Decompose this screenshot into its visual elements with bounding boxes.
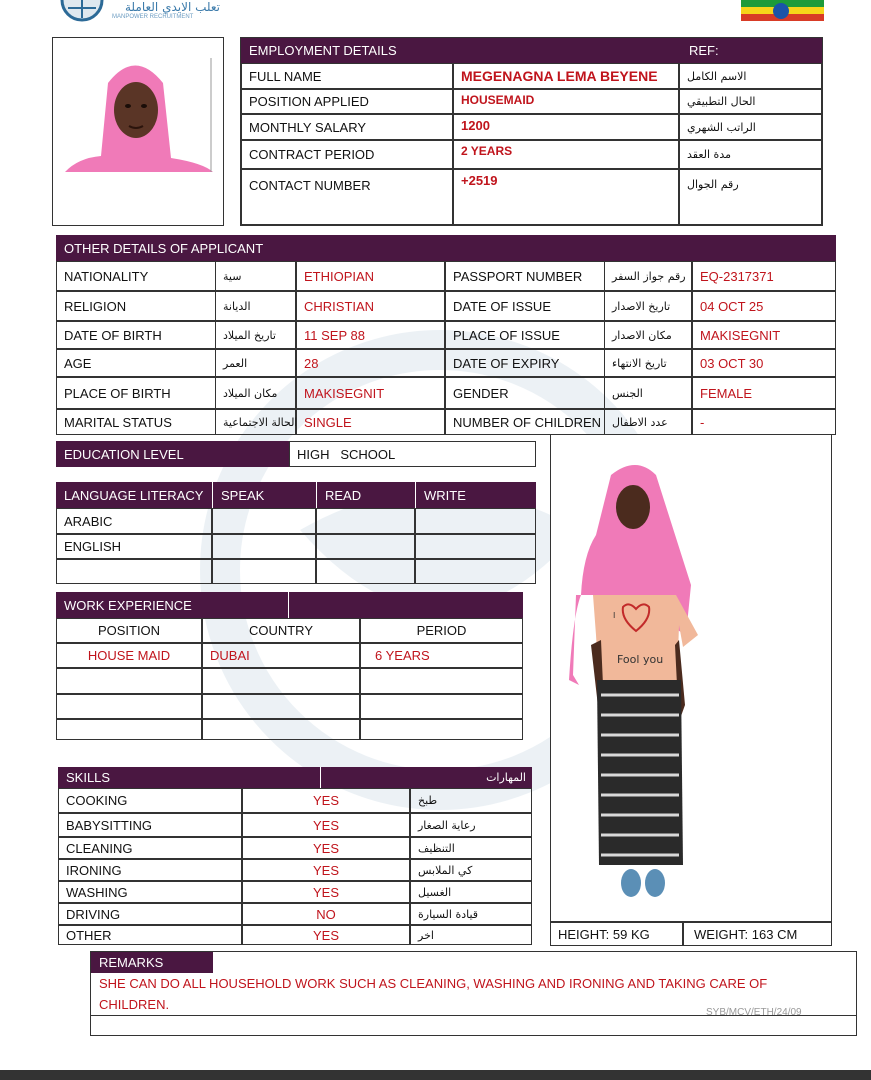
work-experience-table [56,592,523,747]
read-cell [316,508,415,534]
education-value: HIGH SCHOOL [289,441,536,467]
other-value: SINGLE [296,409,445,435]
other-label: DATE OF BIRTH [56,321,216,349]
logo-english-text: MANPOWER RECRUITMENT [112,14,194,20]
shirt-text-1: I [613,611,616,620]
skill-label-ar: طبخ [410,788,532,813]
other-right-label: PLACE OF ISSUE [445,321,605,349]
employment-details-table [240,37,823,226]
skills-table [58,767,532,945]
position-applied-value: HOUSEMAID [453,89,679,114]
full-body-photo-frame [550,434,832,922]
other-right-value: 03 OCT 30 [692,349,836,377]
speak-col-header: SPEAK [212,482,316,508]
position-applied-label: POSITION APPLIED [241,89,453,114]
other-label: MARITAL STATUS [56,409,216,435]
skill-label-ar: رعاية الصغار [410,813,532,837]
full-name-value: MEGENAGNA LEMA BEYENE [453,63,679,89]
skill-label-ar: التنظيف [410,837,532,859]
speak-cell [212,508,316,534]
other-label: NATIONALITY [56,261,216,291]
work-empty-cell [360,694,523,719]
full-name-label-ar: الاسم الكامل [679,63,822,89]
globe-icon [58,0,106,26]
work-experience-header-right [288,592,523,618]
full-name-label: FULL NAME [241,63,453,89]
other-details-table [56,235,836,435]
other-value: CHRISTIAN [296,291,445,321]
education-row [56,441,536,467]
skill-value: YES [242,788,410,813]
other-right-label-ar: تاريخ الاصدار [605,291,692,321]
remarks-line-2: CHILDREN. [99,997,170,1012]
skill-label-ar: كي الملابس [410,859,532,881]
other-label-ar: العمر [216,349,296,377]
work-empty-cell [56,719,202,740]
portrait-photo [53,38,223,225]
contact-number-value: +2519 [453,169,679,225]
skills-header-ar: المهارات [320,767,532,788]
skill-value: YES [242,837,410,859]
other-label: AGE [56,349,216,377]
logo-arabic-text: تعلب الايدي العاملة [125,0,220,14]
other-right-label-ar: الجنس [605,377,692,409]
other-right-label: DATE OF EXPIRY [445,349,605,377]
position-col-header: POSITION [56,618,202,643]
remarks-header: REMARKS [91,952,213,973]
speak-cell [212,559,316,584]
read-col-header: READ [316,482,415,508]
work-empty-cell [56,668,202,694]
write-cell [415,534,536,559]
other-right-value: FEMALE [692,377,836,409]
other-details-header-right [445,235,836,261]
skill-label-ar: الغسيل [410,881,532,903]
other-value: 11 SEP 88 [296,321,445,349]
contract-period-label-ar: مدة العقد [679,140,822,169]
position-applied-label-ar: الحال التطبيقي [679,89,822,114]
work-empty-cell [360,719,523,740]
other-value: ETHIOPIAN [296,261,445,291]
work-country-value: DUBAI [202,643,360,668]
ethiopia-flag [741,0,824,21]
speak-cell [212,534,316,559]
skill-value: YES [242,859,410,881]
other-value: MAKISEGNIT [296,377,445,409]
monthly-salary-label-ar: الراتب الشهري [679,114,822,140]
other-label: RELIGION [56,291,216,321]
work-empty-cell [202,668,360,694]
shirt-text-2: Fool you [617,653,664,666]
other-value: 28 [296,349,445,377]
contract-period-label: CONTRACT PERIOD [241,140,453,169]
other-right-value: - [692,409,836,435]
skill-label: OTHER [58,925,242,945]
other-label-ar: مكان الميلاد [216,377,296,409]
other-right-label: GENDER [445,377,605,409]
employment-header: EMPLOYMENT DETAILS [241,38,681,63]
other-right-label-ar: مكان الاصدار [605,321,692,349]
full-body-photo [551,435,831,921]
read-cell [316,534,415,559]
other-right-label-ar: عدد الاطفال [605,409,692,435]
other-label-ar: تاريخ الميلاد [216,321,296,349]
other-details-header: OTHER DETAILS OF APPLICANT [56,235,445,261]
other-right-label: NUMBER OF CHILDREN [445,409,605,435]
skill-value: YES [242,881,410,903]
other-right-label: DATE OF ISSUE [445,291,605,321]
skill-label: CLEANING [58,837,242,859]
reference-code: SYB/MCV/ETH/24/09 [706,1007,802,1018]
skill-label: IRONING [58,859,242,881]
portrait-photo-frame [52,37,224,226]
language-row-label [56,559,212,584]
skill-label: DRIVING [58,903,242,925]
remarks-line-1: SHE CAN DO ALL HOUSEHOLD WORK SUCH AS CLEANING, WASHING AND IRONING AND TAKING CARE OF [99,976,768,991]
work-empty-cell [202,694,360,719]
skill-label: WASHING [58,881,242,903]
language-row-label: ARABIC [56,508,212,534]
monthly-salary-label: MONTHLY SALARY [241,114,453,140]
bottom-bar [0,1070,871,1080]
skill-value: YES [242,925,410,945]
other-right-label-ar: رقم جواز السفر [605,261,692,291]
language-row-label: ENGLISH [56,534,212,559]
language-col-header: LANGUAGE LITERACY [56,482,212,508]
write-cell [415,508,536,534]
work-position-value: HOUSE MAID [56,643,202,668]
monthly-salary-value: 1200 [453,114,679,140]
skill-label-ar: اخر [410,925,532,945]
write-col-header: WRITE [415,482,536,508]
skill-value: NO [242,903,410,925]
ref-label: REF: [681,38,822,63]
country-col-header: COUNTRY [202,618,360,643]
measurements-row [550,922,832,946]
other-right-value: 04 OCT 25 [692,291,836,321]
skills-header: SKILLS [58,767,320,788]
other-right-value: EQ-2317371 [692,261,836,291]
height-value: HEIGHT: 59 KG [550,922,683,946]
other-label-ar: الديانة [216,291,296,321]
other-label: PLACE OF BIRTH [56,377,216,409]
skill-value: YES [242,813,410,837]
write-cell [415,559,536,584]
other-label-ar: سية [216,261,296,291]
other-label-ar: الحالة الاجتماعية [216,409,296,435]
contact-number-label: CONTACT NUMBER [241,169,453,225]
work-empty-cell [360,668,523,694]
skill-label-ar: قيادة السيارة [410,903,532,925]
skill-label: BABYSITTING [58,813,242,837]
other-right-label: PASSPORT NUMBER [445,261,605,291]
remarks-box [90,951,857,1036]
other-right-value: MAKISEGNIT [692,321,836,349]
read-cell [316,559,415,584]
work-experience-header: WORK EXPERIENCE [56,592,288,618]
skill-label: COOKING [58,788,242,813]
work-period-value: 6 YEARS [360,643,523,668]
contract-period-value: 2 YEARS [453,140,679,169]
contact-number-label-ar: رقم الجوال [679,169,822,225]
language-literacy-table [56,482,536,585]
period-col-header: PERIOD [360,618,523,643]
work-empty-cell [202,719,360,740]
other-right-label-ar: تاريخ الانتهاء [605,349,692,377]
work-empty-cell [56,694,202,719]
weight-value: WEIGHT: 163 CM [683,922,832,946]
company-logo [58,0,228,26]
education-label: EDUCATION LEVEL [56,441,289,467]
